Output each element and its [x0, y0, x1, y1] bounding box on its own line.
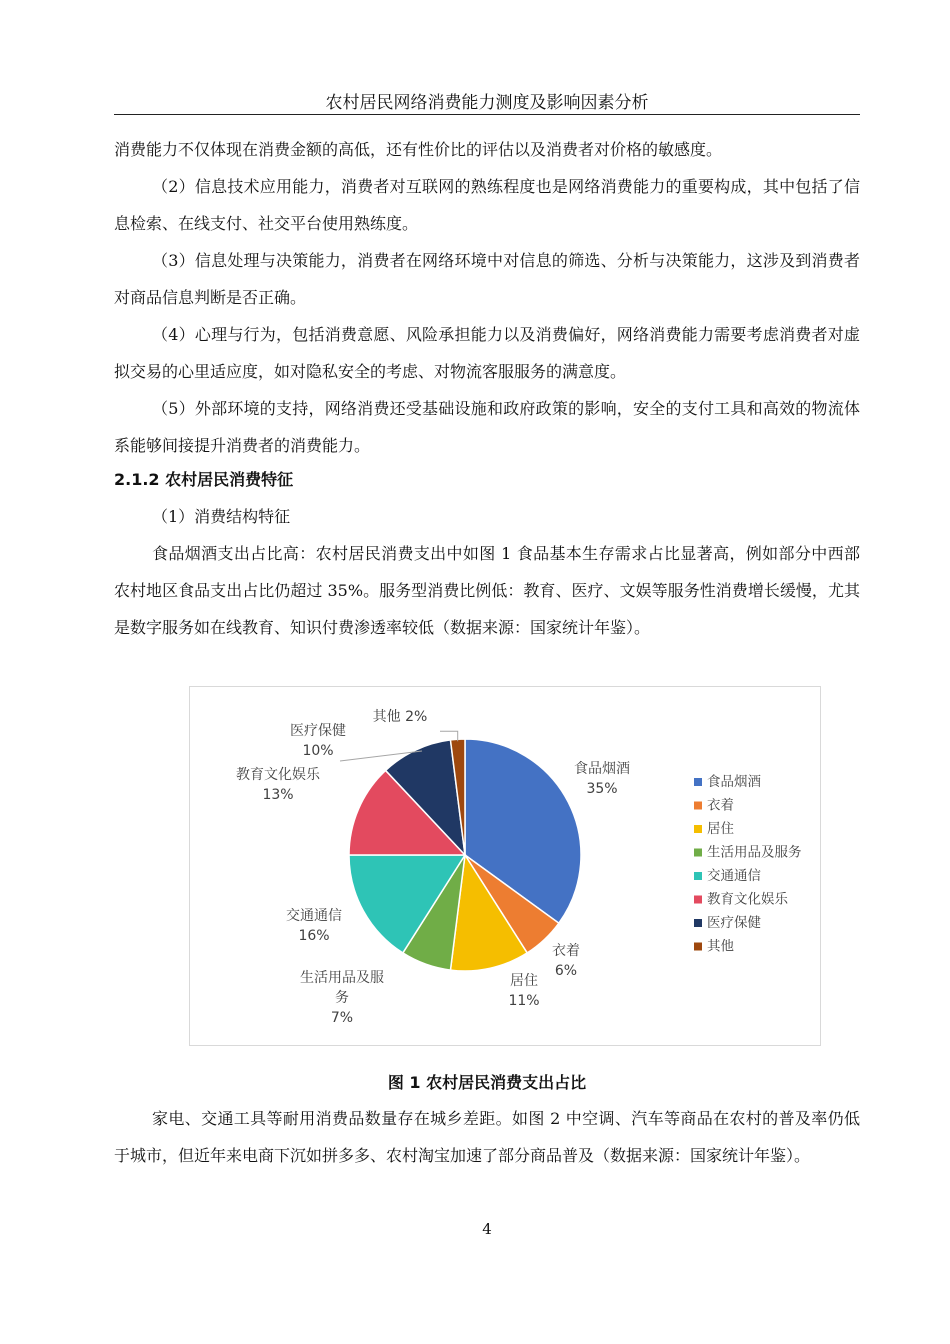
pie-data-label-2: 衣着 6%: [552, 943, 580, 979]
pie-data-label-3: 居住 11%: [508, 973, 540, 1009]
legend-entry-7: 医疗保健: [707, 915, 761, 931]
legend-swatch-5: [694, 872, 702, 880]
paragraph-external-environment: （5）外部环境的支持，网络消费还受基础设施和政府政策的影响，安全的支付工具和高效的物流体系能够间接提升消费者的消费能力。: [114, 399, 860, 455]
paragraph-decision-ability: （3）信息处理与决策能力，消费者在网络环境中对信息的筛选、分析与决策能力，这涉及到消费者对商品信息判断是否正确。: [114, 251, 860, 307]
header-rule: [114, 114, 860, 115]
pie-data-label-4: 生活用品及服务 7%: [300, 970, 384, 1026]
legend-entry-1: 食品烟酒: [707, 774, 761, 790]
paragraph-it-ability: （2）信息技术应用能力，消费者对互联网的熟练程度也是网络消费能力的重要构成，其中包括了信息检索、在线支付、社交平台使用熟练度。: [114, 177, 860, 233]
legend-entry-4: 生活用品及服务: [707, 844, 802, 861]
pie-data-label-6: 教育文化娱乐 13%: [236, 767, 320, 803]
paragraph-consumption-ability: 消费能力不仅体现在消费金额的高低，还有性价比的评估以及消费者对价格的敏感度。: [114, 140, 723, 159]
legend-swatch-1: [694, 778, 702, 786]
legend-entry-6: 教育文化娱乐: [707, 891, 788, 908]
page-number: 4: [482, 1220, 492, 1238]
pie-chart-container: [189, 686, 821, 1046]
pie-data-label-7: 医疗保健 10%: [290, 723, 346, 759]
legend-swatch-6: [694, 896, 702, 904]
pie-data-label-5: 交通通信 16%: [286, 908, 342, 944]
paragraph-psychology: （4）心理与行为，包括消费意愿、风险承担能力以及消费偏好，网络消费能力需要考虑消费者对虚拟交易的心里适应度，如对隐私安全的考虑、对物流客服服务的满意度。: [114, 325, 860, 381]
legend-entry-8: 其他: [707, 938, 734, 955]
running-header: 农村居民网络消费能力测度及影响因素分析: [325, 93, 649, 113]
legend-entry-5: 交通通信: [707, 868, 761, 884]
paragraph-structure-title: （1）消费结构特征: [152, 507, 291, 526]
legend-entry-2: 衣着: [707, 797, 734, 814]
legend-swatch-7: [694, 919, 702, 927]
legend-swatch-8: [694, 943, 702, 951]
section-heading: 2.1.2 农村居民消费特征: [114, 470, 294, 489]
figure-caption: 图 1 农村居民消费支出占比: [387, 1073, 587, 1092]
legend-entry-3: 居住: [707, 821, 734, 837]
legend-swatch-2: [694, 802, 702, 810]
pie-data-label-1: 食品烟酒 35%: [574, 761, 630, 797]
pie-chart: [190, 687, 822, 1047]
paragraph-durables: 家电、交通工具等耐用消费品数量存在城乡差距。如图 2 中空调、汽车等商品在农村的普及率仍低于城市，但近年来电商下沉如拼多多、农村淘宝加速了部分商品普及（数据来源：国家统计年鉴）。: [114, 1109, 860, 1165]
pie-data-label-8: 其他 2%: [372, 709, 428, 725]
paragraph-structure-body: 食品烟酒支出占比高：农村居民消费支出中如图 1 食品基本生存需求占比显著高，例如部分中西部农村地区食品支出占比仍超过 35%。服务型消费比例低：教育、医疗、文娱等服务性消费增长缓慢，尤其是数字服务如在线教育、知识付费渗透率较低（数据来源：国家统计年鉴）。: [114, 544, 860, 637]
legend-swatch-4: [694, 849, 702, 857]
legend-swatch-3: [694, 825, 702, 833]
